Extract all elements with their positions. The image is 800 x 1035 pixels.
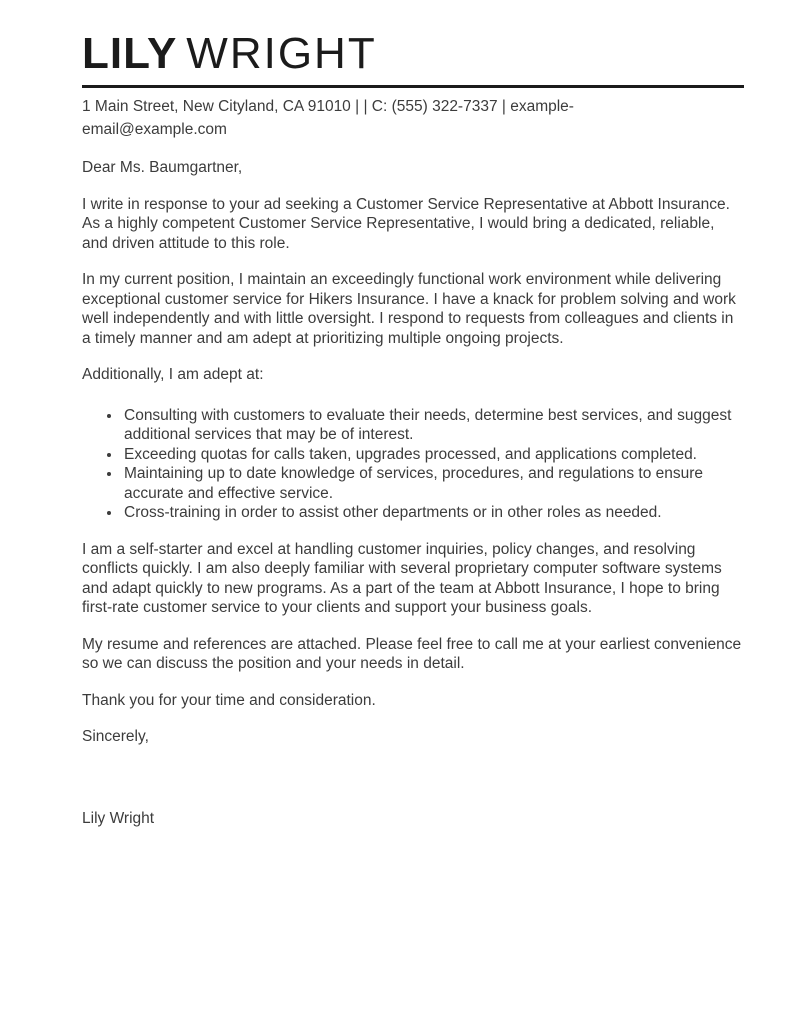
bullet-item: • Cross-training in order to assist other departments or in other roles as needed.: [122, 503, 744, 523]
header-divider-rule: [82, 85, 744, 88]
paragraph-adept-intro: Additionally, I am adept at:: [82, 366, 264, 383]
contact-line-1: 1 Main Street, New Cityland, CA 91010 | | C: (555) 322-7337 | example-: [82, 98, 574, 115]
bullet-item: • Consulting with customers to evaluate their needs, determine best services, and suggest additional services that may be of interest.: [122, 406, 744, 445]
bullet-item: • Exceeding quotas for calls taken, upgrades processed, and applications completed.: [122, 445, 744, 465]
letter-body: [82, 158, 744, 828]
paragraph-intro: I write in response to your ad seeking a Customer Service Representative at Abbott Insurance. As a highly competent Customer Service Representative, I would bring a dedicated, reliable, and driven attitude to this role.: [82, 195, 730, 252]
paragraph-resume: My resume and references are attached. Please feel free to call me at your earliest convenience so we can discuss the position and your needs in detail.: [82, 635, 742, 672]
bullet-item: • Maintaining up to date knowledge of services, procedures, and regulations to ensure accurate and effective service.: [122, 464, 744, 503]
author-first-name: LILY: [82, 29, 178, 78]
paragraph-self-starter: I am a self-starter and excel at handling customer inquiries, policy changes, and resolving conflicts quickly. I am also deeply familiar with several proprietary computer software systems and adapt quickly to new programs. As a part of the team at Abbott Insurance, I hope to bring first-rate customer service to your clients and support your business goals.: [82, 540, 722, 616]
contact-info: [82, 95, 744, 141]
signature-name: Lily Wright: [82, 809, 155, 827]
letter-header: [82, 30, 744, 141]
paragraph-current-position: In my current position, I maintain an exceedingly functional work environment while delivering exceptional customer service for Hikers Insurance. I have a knack for problem solving and work well independently and with little oversight. I respond to requests from colleagues and clients in a timely manner and am adept at prioritizing multiple ongoing projects.: [82, 271, 736, 347]
author-name: [82, 30, 744, 78]
skills-bullet-list: [82, 406, 744, 523]
paragraph-thanks: Thank you for your time and consideration.: [82, 691, 376, 709]
salutation: Dear Ms. Baumgartner,: [82, 159, 243, 176]
contact-line-2: email@example.com: [82, 121, 227, 138]
valediction: Sincerely,: [82, 728, 149, 745]
author-last-name: WRIGHT: [186, 29, 377, 78]
